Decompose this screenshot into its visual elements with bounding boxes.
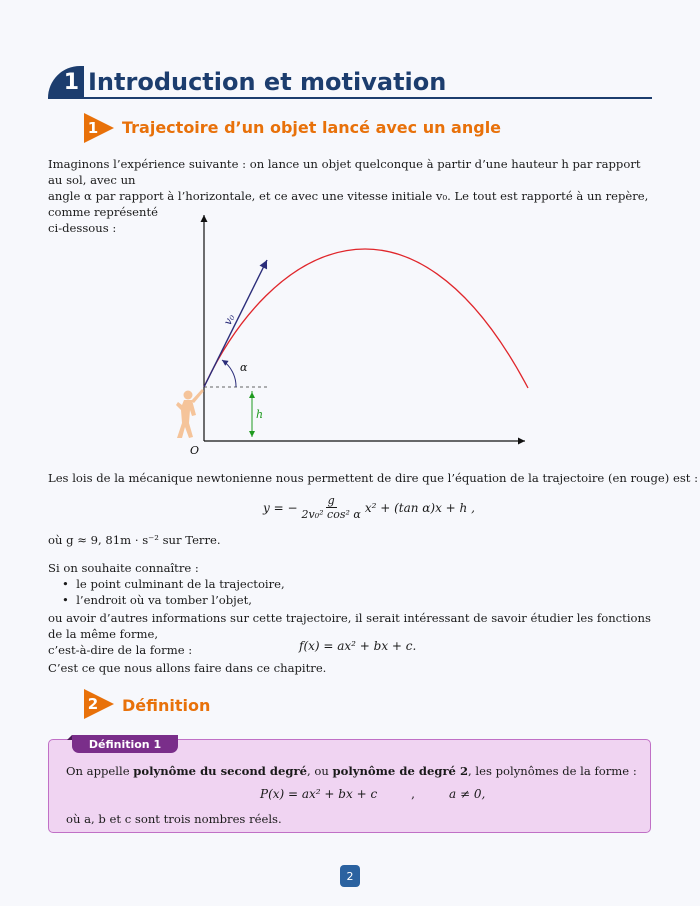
thrower-person-icon (176, 389, 204, 438)
chapter-number: 1 (63, 69, 79, 95)
chapter-text: C’est ce que nous allons faire dans ce chapitre. (48, 661, 327, 675)
eq-denominator: 2v₀² cos² α (301, 508, 361, 521)
intro-line-1: Imaginons l’expérience suivante : on lance un objet quelconque à partir d’une hauteur h par rapport au sol, avec un (48, 157, 641, 187)
definition-equation (260, 787, 485, 801)
alpha-label: α (240, 361, 248, 374)
wish-text: Si on souhaite connaître : (48, 561, 199, 575)
bullet-text-2: l’endroit où va tomber l’objet, (76, 593, 252, 607)
def-text-mid: , ou (307, 764, 333, 778)
intro-line-3: ci-dessous : (48, 221, 117, 235)
definition-closing: où a, b et c sont trois nombres réels. (66, 812, 282, 826)
g-text: où g ≈ 9, 81m · s⁻² sur Terre. (48, 533, 221, 547)
section2-title: Définition (122, 696, 211, 715)
list-item: • l’endroit où va tomber l’objet, (62, 593, 252, 607)
velocity-vector (204, 260, 267, 387)
trajectory-equation (263, 494, 475, 521)
bullet-list (62, 576, 285, 608)
def-eq-right: a ≠ 0, (449, 787, 486, 801)
trajectory-figure (170, 205, 540, 460)
chapter-title: Introduction et motivation (88, 68, 447, 96)
f-equation: f(x) = ax² + bx + c. (299, 639, 417, 653)
definition-text (66, 763, 637, 779)
chapter-number-badge (48, 66, 84, 98)
eq-fraction (300, 494, 363, 521)
height-label: h (256, 408, 264, 421)
def-eq-left: P(x) = ax² + bx + c (260, 787, 378, 801)
eq-lhs: y = − (263, 500, 298, 515)
eq-numerator: g (327, 494, 335, 507)
angle-arc (222, 360, 236, 387)
list-item: • le point culminant de la trajectoire, (62, 577, 285, 591)
page-number-badge: 2 (340, 865, 360, 887)
eq-rest: x² + (tan α)x + h , (364, 500, 475, 515)
origin-label: O (190, 444, 200, 457)
def-bold-1: polynôme du second degré (133, 764, 307, 778)
definition-tab: Définition 1 (72, 735, 178, 753)
section2-number: 2 (87, 695, 99, 713)
v0-label: v₀ (221, 311, 238, 328)
more-line-1: ou avoir d’autres informations sur cette trajectoire, il serait intéressant de savoir étudier les fonctions de la même forme, (48, 611, 651, 641)
section1-title: Trajectoire d’un objet lancé avec un angle (122, 118, 502, 137)
def-text-pre: On appelle (66, 764, 134, 778)
laws-text: Les lois de la mécanique newtonienne nous permettent de dire que l’équation de la trajectoire (en rouge) est : (48, 471, 699, 485)
def-eq-sep: , (411, 787, 415, 801)
def-bold-2: polynôme de degré 2 (332, 764, 469, 778)
def-text-post: , les polynômes de la forme : (468, 764, 637, 778)
section1-number: 1 (87, 119, 99, 137)
trajectory-curve (204, 249, 528, 388)
more-line-2: c’est-à-dire de la forme : (48, 643, 193, 657)
intro-line-2: angle α par rapport à l’horizontale, et ce avec une vitesse initiale v₀. Le tout est rapporté à un repère, comme représenté (48, 189, 649, 219)
chapter-rule (48, 97, 652, 99)
bullet-text-1: le point culminant de la trajectoire, (76, 577, 285, 591)
